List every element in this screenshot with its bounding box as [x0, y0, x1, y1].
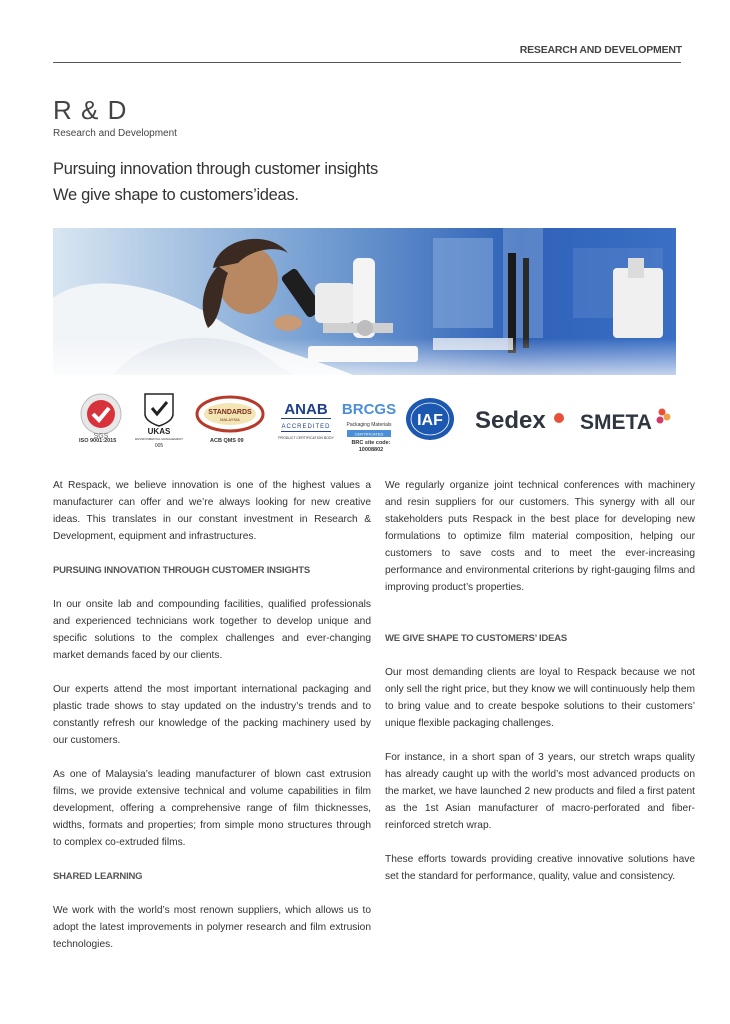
hero-lab-image [53, 228, 676, 375]
left-column [53, 477, 371, 970]
tagline-ideas: We give shape to customers’ideas. [53, 186, 299, 204]
loyal-clients-paragraph: Our most demanding clients are loyal to Respack because we not only sell the right price, but they know we will continuously help them to bring value and to create bespoke solutions to their customers’ unique flexible packaging challenges. [385, 667, 695, 729]
sgs-iso-logo [75, 392, 135, 452]
conferences-paragraph: We regularly organize joint technical conferences with machinery and resin suppliers for our customers. This synergy with all our stakeholders puts Respack in the best place for developing new formulations to optimize film material composition, helping our customers to save costs and to meet the ever-increasing performance and environmental criterions by right-gauging films and improving product’s properties. [385, 480, 695, 593]
section-heading-customer-ideas: WE GIVE SHAPE TO CUSTOMERS’ IDEAS [385, 633, 568, 644]
standards-sub: MALAYSIA [220, 417, 240, 422]
ukas-sub: ENVIRONMENTAL MANAGEMENT [135, 437, 183, 441]
right-column [385, 477, 695, 902]
page-title: R & D [53, 95, 128, 125]
ukas-logo [135, 392, 183, 452]
smeta-label: SMETA [580, 411, 652, 434]
brcgs-cert: CERTIFICATED [354, 431, 384, 437]
smeta-logo [580, 406, 672, 436]
iaf-label: IAF [417, 412, 443, 429]
intro-paragraph: At Respack, we believe innovation is one of the highest values a manufacturer can offer and we’re always looking for new creative ideas. This translates in our constant investment in Research & Development, equipment and infrastructures. [53, 480, 371, 542]
running-header: RESEARCH AND DEVELOPMENT [519, 44, 682, 56]
section-heading-innovation: PURSUING INNOVATION THROUGH CUSTOMER INSIGHTS [53, 565, 311, 576]
anab-logo [275, 398, 337, 454]
ukas-label: UKAS [147, 427, 171, 436]
standards-malaysia-logo [195, 394, 265, 454]
sedex-label: Sedex [475, 407, 546, 434]
standards-label: STANDARDS [208, 409, 252, 416]
tagline-innovation: Pursuing innovation through customer insights [53, 160, 378, 178]
anab-sub: PRODUCT CERTIFICATION BODY [278, 436, 334, 440]
brc-site-code: BRC site code: 10008802 [351, 440, 391, 453]
sedex-logo [475, 406, 565, 436]
ukas-code: 005 [154, 443, 164, 449]
malaysia-paragraph: As one of Malaysia’s leading manufacturer of blown cast extrusion films, we provide extensive technical and volume capabilities in film development, offering a comprehensive range of film thicknesses, widths, formats and properties; from simple mono structures through to complex co-extruded films. [53, 769, 371, 848]
trade-shows-paragraph: Our experts attend the most important international packaging and plastic trade shows to stay updated on the industry’s trends and to constantly refresh our knowledge of the packing machinery used by our customers. [53, 684, 371, 746]
lab-paragraph: In our onsite lab and compounding facilities, qualified professionals and experienced technicians work together to develop unique and specific solutions to the complex challenges and ever-changing market demands faced by our clients. [53, 599, 371, 661]
anab-label: ANAB [284, 401, 328, 418]
certification-logos [75, 392, 675, 462]
anab-accredited: ACCREDITED [281, 424, 331, 430]
brcgs-sub: Packaging Materials [346, 422, 392, 428]
iaf-logo [405, 396, 459, 450]
brcgs-logo [343, 398, 399, 462]
suppliers-paragraph: We work with the world’s most renown suppliers, which allows us to adopt the latest improvements in polymer research and film extrusion technologies. [53, 905, 371, 950]
stretch-wrap-paragraph: For instance, in a short span of 3 years, our stretch wraps quality has already caught up with the world’s most advanced products on the market, we have launched 2 new products and filed a first patent as the 1st Asian manufacturer of macro-perforated and fiber-reinforced stretch wrap. [385, 752, 695, 831]
sgs-label: SGS [93, 433, 109, 440]
section-heading-shared-learning: SHARED LEARNING [53, 871, 143, 882]
standards-paragraph: These efforts towards providing creative innovative solutions have set the standard for performance, quality, value and consistency. [385, 854, 695, 882]
page-subtitle: Research and Development [53, 128, 177, 139]
header-divider [53, 62, 681, 63]
acb-caption: ACB QMS 09 [210, 438, 244, 444]
brcgs-label: BRCGS [341, 401, 397, 418]
iso-caption: ISO 9001:2015 [79, 438, 117, 444]
